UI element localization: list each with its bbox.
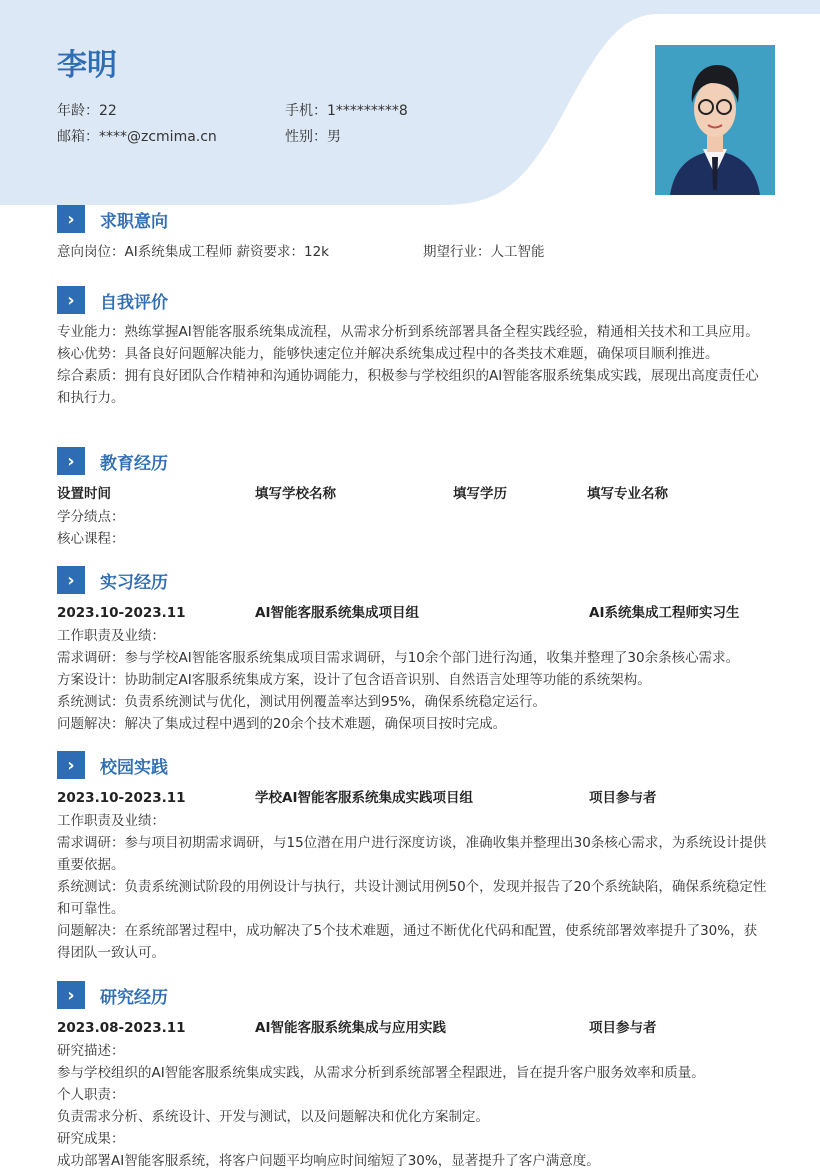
intent-position: 意向岗位：AI系统集成工程师 薪资要求：12k [57,244,330,260]
text-line: 需求调研：参与项目初期需求调研，与15位潜在用户进行深度访谈，准确收集并整理出30条核心需求，为系统设计提供重要依据。 [57,835,767,873]
age: 年龄：22 [57,103,117,119]
text-line: 研究成果： [57,1131,125,1147]
edu-degree: 填写学历 [453,486,507,502]
section-education [57,446,767,550]
text-line: 需求调研：参与学校AI智能客服系统集成项目需求调研，与10余个部门进行沟通，收集并整理了30余条核心需求。 [57,650,740,666]
entry-time: 2023.10-2023.11 [57,605,186,621]
text-line: 核心课程： [57,531,125,547]
section-research [57,980,767,1172]
chevron-right-icon: › [57,286,85,314]
entry-org: AI智能客服系统集成与应用实践 [255,1020,446,1036]
chevron-right-icon: › [57,981,85,1009]
text-line: 综合素质：拥有良好团队合作精神和沟通协调能力，积极参与学校组织的AI智能客服系统集成实践，展现出高度责任心和执行力。 [57,368,759,406]
section-title: 研究经历 [100,987,168,1008]
text-line: 工作职责及业绩： [57,813,165,829]
entry-role: AI系统集成工程师实习生 [589,605,740,621]
text-line: 方案设计：协助制定AI客服系统集成方案，设计了包含语音识别、自然语言处理等功能的系统架构。 [57,672,651,688]
chevron-right-icon: › [57,447,85,475]
entry-org: AI智能客服系统集成项目组 [255,605,419,621]
section-title: 实习经历 [100,572,168,593]
intent-industry: 期望行业：人工智能 [423,244,545,260]
phone: 手机：1*********8 [285,103,408,119]
text-line: 工作职责及业绩： [57,628,165,644]
section-title: 校园实践 [100,757,168,778]
email: 邮箱：****@zcmima.cn [57,129,217,145]
chevron-right-icon: › [57,566,85,594]
chevron-right-icon: › [57,751,85,779]
entry-role: 项目参与者 [589,790,657,806]
section-title: 求职意向 [100,211,168,232]
section-self-evaluation [57,285,767,409]
text-line: 参与学校组织的AI智能客服系统集成实践，从需求分析到系统部署全程跟进，旨在提升客户服务效率和质量。 [57,1065,705,1081]
edu-major: 填写专业名称 [587,486,668,502]
entry-role: 项目参与者 [589,1020,657,1036]
entry-time: 2023.08-2023.11 [57,1020,186,1036]
text-line: 专业能力：熟练掌握AI智能客服系统集成流程，从需求分析到系统部署具备全程实践经验，精通相关技术和工具应用。 [57,324,759,340]
text-line: 负责需求分析、系统设计、开发与测试，以及问题解决和优化方案制定。 [57,1109,489,1125]
section-intent [57,204,767,264]
section-campus [57,750,767,964]
text-line: 系统测试：负责系统测试阶段的用例设计与执行，共设计测试用例50个，发现并报告了20个系统缺陷，确保系统稳定性和可靠性。 [57,879,767,917]
text-line: 研究描述： [57,1043,125,1059]
candidate-name: 李明 [57,48,117,83]
text-line: 个人职责： [57,1087,125,1103]
section-title: 教育经历 [100,453,168,474]
profile-photo [655,45,775,195]
edu-time: 设置时间 [57,486,111,502]
gender: 性别：男 [285,129,341,145]
chevron-right-icon: › [57,205,85,233]
text-line: 问题解决：解决了集成过程中遇到的20余个技术难题，确保项目按时完成。 [57,716,507,732]
text-line: 系统测试：负责系统测试与优化，测试用例覆盖率达到95%，确保系统稳定运行。 [57,694,547,710]
text-line: 学分绩点： [57,509,125,525]
section-internship [57,565,767,735]
entry-org: 学校AI智能客服系统集成实践项目组 [255,790,473,806]
text-line: 成功部署AI智能客服系统，将客户问题平均响应时间缩短了30%，显著提升了客户满意度。 [57,1153,600,1169]
edu-school: 填写学校名称 [255,486,336,502]
entry-time: 2023.10-2023.11 [57,790,186,806]
section-title: 自我评价 [100,292,168,313]
text-line: 问题解决：在系统部署过程中，成功解决了5个技术难题，通过不断优化代码和配置，使系统部署效率提升了30%，获得团队一致认可。 [57,923,758,961]
text-line: 核心优势：具备良好问题解决能力，能够快速定位并解决系统集成过程中的各类技术难题，确保项目顺利推进。 [57,346,719,362]
